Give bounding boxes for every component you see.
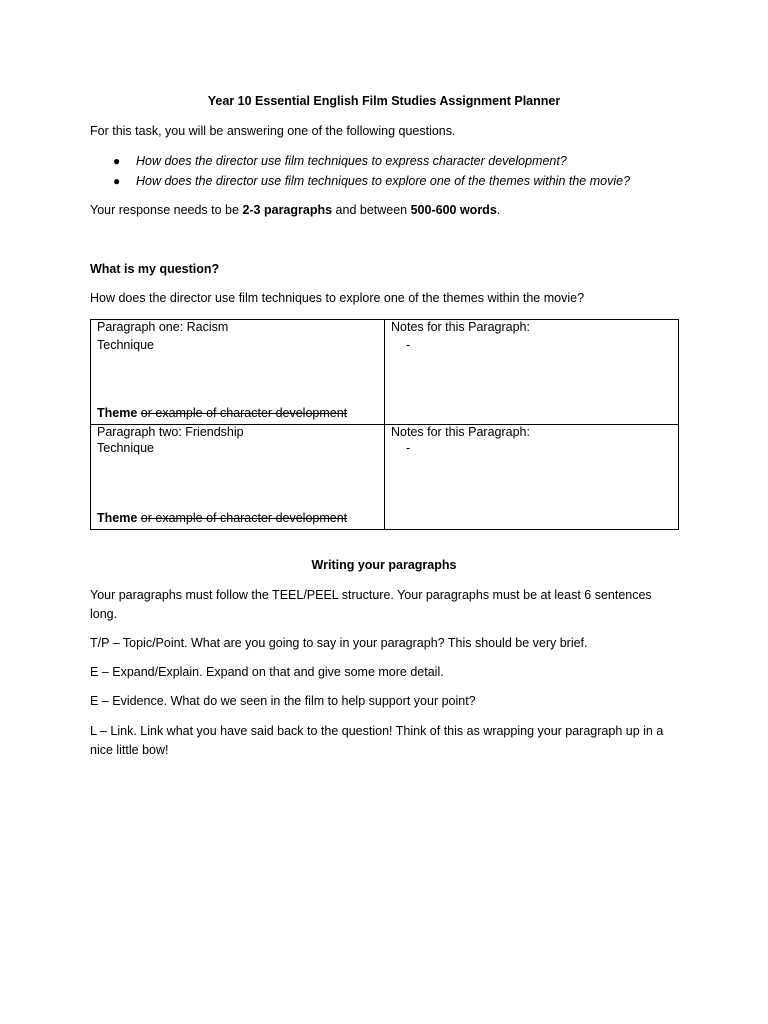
response-prefix: Your response needs to be bbox=[90, 203, 243, 217]
planner-row bbox=[91, 425, 679, 530]
writing-intro: Your paragraphs must follow the TEEL/PEEL structure. Your paragraphs must be at least 6 sentences long. bbox=[90, 588, 652, 621]
writing-heading: Writing your paragraphs bbox=[311, 558, 457, 572]
theme-line bbox=[97, 406, 347, 420]
bullet-icon: ● bbox=[113, 174, 121, 188]
teel-expand-explain: E – Expand/Explain. Expand on that and give some more detail. bbox=[90, 665, 444, 679]
my-question-label: What is my question? bbox=[90, 262, 220, 276]
question-option-1: How does the director use film techniques to express character development? bbox=[136, 154, 567, 168]
response-middle: and between bbox=[332, 203, 411, 217]
notes-item: - bbox=[406, 338, 411, 352]
paragraph-cell bbox=[91, 320, 385, 425]
intro-text: For this task, you will be answering one of the following questions. bbox=[90, 124, 456, 138]
theme-label: Theme bbox=[97, 511, 138, 525]
technique-label: Technique bbox=[97, 441, 154, 455]
teel-topic-point: T/P – Topic/Point. What are you going to say in your paragraph? This should be very brief. bbox=[90, 636, 588, 650]
notes-cell bbox=[385, 425, 679, 530]
struck-text: or example of character development bbox=[140, 406, 348, 420]
paragraph-count: 2-3 paragraphs bbox=[242, 203, 333, 217]
paragraph-heading: Paragraph one: Racism bbox=[97, 320, 229, 334]
planner-row bbox=[91, 320, 679, 425]
notes-item: - bbox=[406, 441, 411, 455]
theme-label: Theme bbox=[97, 406, 138, 420]
notes-label: Notes for this Paragraph: bbox=[391, 425, 530, 439]
paragraph-planner-table bbox=[90, 319, 679, 530]
struck-text: or example of character development bbox=[140, 511, 348, 525]
notes-label: Notes for this Paragraph: bbox=[391, 320, 530, 334]
document-title: Year 10 Essential English Film Studies Assignment Planner bbox=[207, 94, 561, 108]
bullet-icon: ● bbox=[113, 154, 121, 168]
paragraph-cell bbox=[91, 425, 385, 530]
response-requirements bbox=[90, 203, 500, 217]
paragraph-heading: Paragraph two: Friendship bbox=[97, 425, 244, 439]
teel-link: L – Link. Link what you have said back to the question! Think of this as wrapping your paragraph up in a nice little bow! bbox=[90, 724, 664, 757]
question-option-2: How does the director use film techniques to explore one of the themes within the movie? bbox=[136, 174, 631, 188]
word-count: 500-600 words bbox=[410, 203, 497, 217]
my-question-text: How does the director use film techniques to explore one of the themes within the movie? bbox=[90, 291, 585, 305]
technique-label: Technique bbox=[97, 338, 154, 352]
response-suffix: . bbox=[496, 203, 501, 217]
notes-cell bbox=[385, 320, 679, 425]
teel-evidence: E – Evidence. What do we seen in the film to help support your point? bbox=[90, 694, 476, 708]
theme-line bbox=[97, 511, 347, 525]
